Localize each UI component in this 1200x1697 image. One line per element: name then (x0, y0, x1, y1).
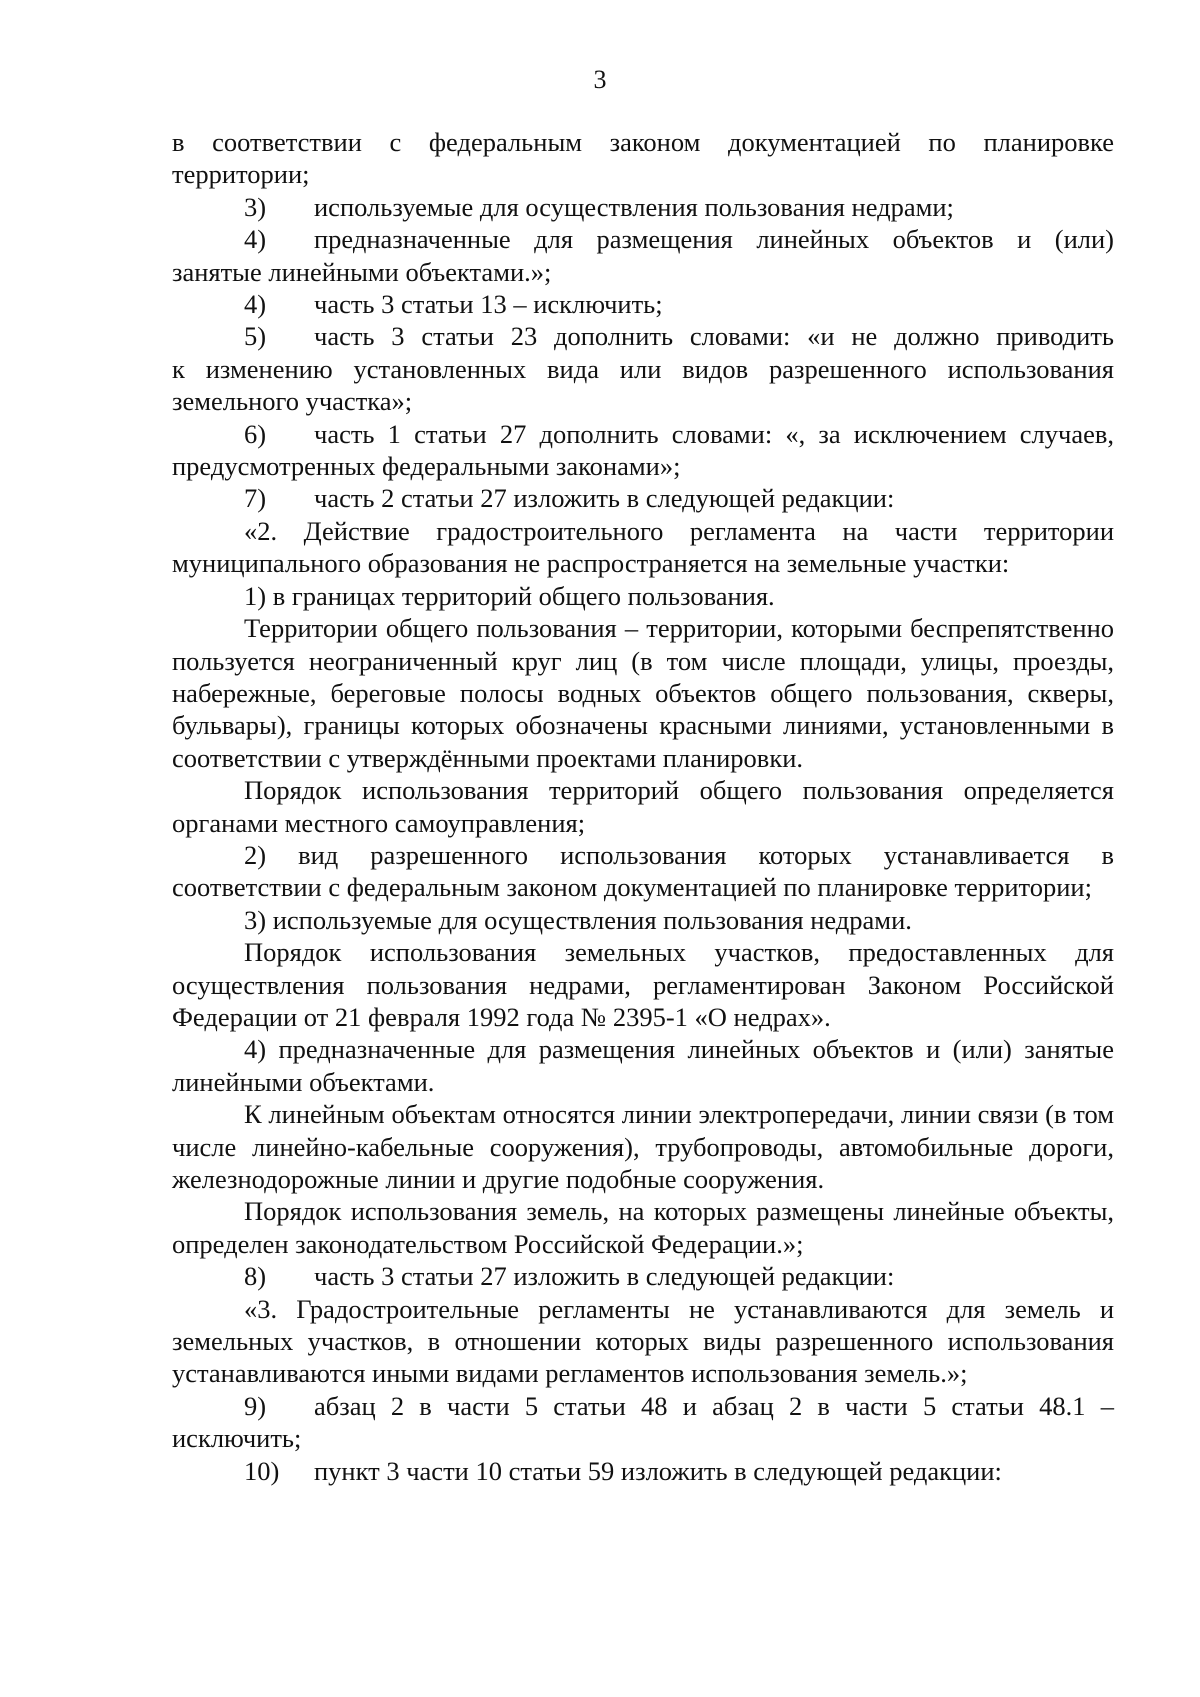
list-item-text: часть 2 статьи 27 изложить в следующей редакции: (314, 483, 895, 514)
list-item-text: часть 3 статьи 23 дополнить словами: «и не должно приводить (314, 321, 1114, 352)
list-item-number: 6) (244, 418, 267, 449)
quoted-paragraph: «2. Действие градостроительного регламента на части территории муниципального образования не распространяется на земельные участки: (172, 515, 1114, 579)
list-item (172, 1390, 1114, 1455)
list-item-number: 10) (244, 1455, 280, 1486)
quoted-paragraph: Порядок использования земельных участков, предоставленных для осуществления пользования недрами, регламентирован Законом Российской Федерации от 21 февраля 1992 года № 2395-1 «О недрах». (172, 937, 1114, 1032)
page-number: 3 (593, 65, 607, 94)
list-item (172, 288, 1114, 320)
list-item (172, 191, 1114, 223)
paragraph-continuation (172, 126, 1114, 191)
quoted-paragraph: «3. Градостроительные регламенты не устанавливаются для земель и земельных участков, в отношении которых виды разрешенного использования устанавливаются иными видами регламентов использования земель.»; (172, 1293, 1114, 1389)
quoted-paragraph: 3) используемые для осуществления пользования недрами. (244, 904, 912, 935)
list-item-text-continued: занятые линейными объектами.»; (172, 256, 552, 287)
list-item (172, 418, 1114, 483)
list-item (172, 320, 1114, 417)
list-item-text: часть 3 статьи 27 изложить в следующей редакции: (314, 1261, 895, 1292)
paragraph-line: территории; (172, 159, 310, 190)
list-item (172, 1260, 1114, 1292)
list-item-number: 7) (244, 483, 267, 514)
list-item-number: 4) (244, 224, 267, 255)
list-item (172, 1455, 1114, 1487)
list-item-number: 8) (244, 1261, 267, 1292)
list-item-number: 3) (244, 191, 267, 222)
list-item (172, 223, 1114, 288)
list-item-text-continued: предусмотренных федеральными законами»; (172, 451, 681, 482)
quoted-paragraph: 2) вид разрешенного использования которых устанавливается в соответствии с федеральным законом документацией по планировке территории; (172, 839, 1114, 903)
list-item-text: часть 3 статьи 13 – исключить; (314, 289, 663, 320)
list-item-text: предназначенные для размещения линейных объектов и (или) (314, 224, 1114, 255)
document-body (172, 126, 1114, 1487)
list-item (172, 482, 1114, 514)
quoted-paragraph: К линейным объектам относятся линии электропередачи, линии связи (в том числе линейно-кабельные сооружения), трубопроводы, автомобильные дороги, железнодорожные линии и другие подобные сооружения. (172, 1099, 1114, 1194)
list-item-number: 5) (244, 321, 267, 352)
quoted-paragraph: Порядок использования территорий общего пользования определяется органами местного самоуправления; (172, 775, 1114, 838)
list-item-number: 9) (244, 1390, 267, 1421)
list-item-text: используемые для осуществления пользования недрами; (314, 191, 954, 222)
list-item-text: абзац 2 в части 5 статьи 48 и абзац 2 в части 5 статьи 48.1 – (314, 1390, 1114, 1421)
quoted-paragraph: 4) предназначенные для размещения линейных объектов и (или) занятые линейными объектами. (172, 1034, 1114, 1097)
list-item-number: 4) (244, 289, 267, 320)
list-item-text: часть 1 статьи 27 дополнить словами: «, за исключением случаев, (314, 418, 1114, 449)
quoted-paragraph: Территории общего пользования – территории, которыми беспрепятственно пользуется неограниченный круг лиц (в том числе площади, улицы, проезды, набережные, береговые полосы водных объектов общего пользования, скверы, бульвары), границы которых обозначены красными линиями, установленными в соответствии с утверждёнными проектами планировки. (172, 613, 1114, 773)
quoted-paragraph: 1) в границах территорий общего пользования. (244, 580, 775, 611)
list-item-text-continued: исключить; (172, 1423, 302, 1454)
quoted-paragraph: Порядок использования земель, на которых размещены линейные объекты, определен законодательством Российской Федерации.»; (172, 1196, 1114, 1259)
list-item-text: пункт 3 части 10 статьи 59 изложить в следующей редакции: (314, 1455, 1002, 1486)
list-item-text-continued: к изменению установленных вида или видов разрешенного использования земельного участка»; (172, 353, 1114, 417)
paragraph-line: в соответствии с федеральным законом документацией по планировке (172, 127, 1114, 157)
